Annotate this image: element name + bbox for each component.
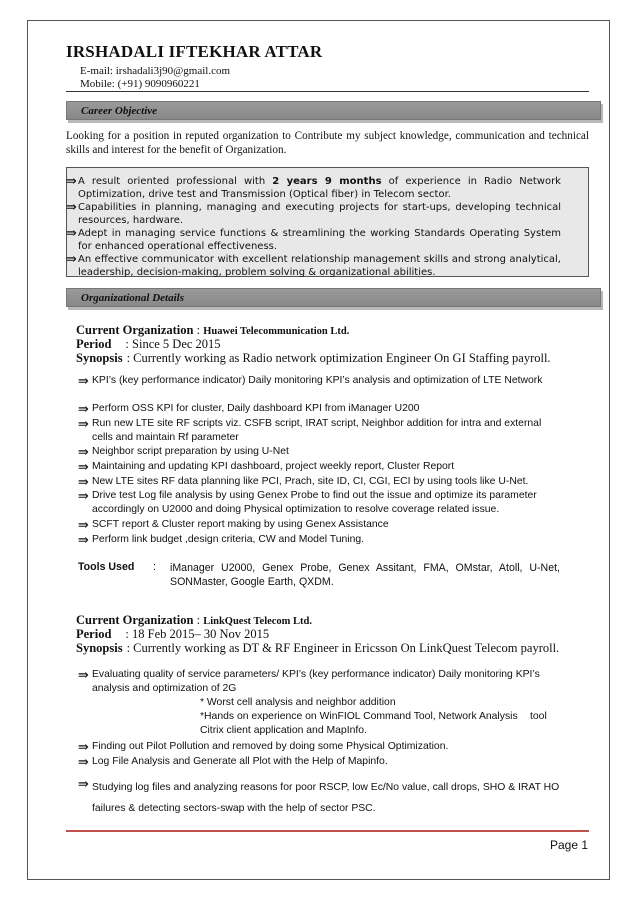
job2-bullet-4: Studying log files and analyzing reasons for poor RSCP, low Ec/No value, call drops, SHO & IRAT HO failures & detecting sectors-swap with the help of sector PSC. xyxy=(92,782,560,814)
job2-bullet-3: Log File Analysis and Generate all Plot with the Help of Mapinfo. xyxy=(92,756,388,767)
job1-synopsis: Synopsis : Currently working as Radio network optimization Engineer On GI Staffing payroll. xyxy=(76,351,551,365)
candidate-name: IRSHADALI IFTEKHAR ATTAR xyxy=(66,42,323,61)
job2-sub-3: Citrix client application and MapInfo. xyxy=(200,725,367,736)
job1-bullet-4: Neighbor script preparation by using U-Net xyxy=(92,446,289,457)
section-title: Organizational Details xyxy=(81,292,184,304)
job1-bullet-7: Drive test Log file analysis by using Genex Probe to find out the issue and optimize its parameter accordingly on U2000 and doing Physical optimization to resolve coverage related issue. xyxy=(92,490,537,515)
section-title: Career Objective xyxy=(81,105,158,117)
footer-rule xyxy=(66,830,589,832)
job1-organization: Current Organization : Huawei Telecommunication Ltd. xyxy=(76,323,350,337)
header-rule xyxy=(66,91,589,92)
highlight-3: Adept in managing service functions & streamlining the working Standards Operating System for enhanced operational effectiveness. xyxy=(78,228,561,252)
arrow-icon: ⇛ xyxy=(78,755,89,770)
highlight-1: A result oriented professional with 2 years 9 months of experience in Radio Network Optimization, drive test and Transmission (Optical fiber) in Telecom sector. xyxy=(78,176,561,200)
tools-separator: : xyxy=(153,561,156,573)
job1-bullet-2: Perform OSS KPI for cluster, Daily dashboard KPI from iManager U200 xyxy=(92,403,420,414)
job2-bullet-2: Finding out Pilot Pollution and removed by doing some Physical Optimization. xyxy=(92,741,449,752)
tools-label: Tools Used xyxy=(78,561,135,573)
job2-sub-2: *Hands on experience on WinFIOL Command Tool, Network Analysis xyxy=(200,711,518,722)
career-objective-band xyxy=(66,101,601,120)
arrow-icon: ⇛ xyxy=(66,252,77,267)
job1-bullet-8: SCFT report & Cluster report making by using Genex Assistance xyxy=(92,519,389,530)
highlight-2: Capabilities in planning, managing and executing projects for start-ups, developing technical resources, hardware. xyxy=(78,202,561,226)
arrow-icon: ⇛ xyxy=(66,174,77,189)
email: E-mail: irshadali3j90@gmail.com xyxy=(80,65,231,77)
arrow-icon: ⇛ xyxy=(78,668,89,683)
arrow-icon: ⇛ xyxy=(78,489,89,504)
highlight-4: An effective communicator with excellent relationship management skills and strong analytical, leadership, decision-making, problem solving & organizational abilities. xyxy=(78,254,561,278)
arrow-icon: ⇛ xyxy=(78,460,89,475)
arrow-icon: ⇛ xyxy=(78,417,89,432)
arrow-icon: ⇛ xyxy=(78,518,89,533)
page-number: Page 1 xyxy=(550,838,589,852)
arrow-icon: ⇛ xyxy=(78,740,89,755)
arrow-icon: ⇛ xyxy=(66,200,77,215)
job2-period: Period : 18 Feb 2015– 30 Nov 2015 xyxy=(76,627,270,641)
job2-organization: Current Organization : LinkQuest Telecom Ltd. xyxy=(76,613,313,627)
job2-synopsis: Synopsis : Currently working as DT & RF Engineer in Ericsson On LinkQuest Telecom payroll. xyxy=(76,641,560,655)
arrow-icon: ⇛ xyxy=(78,445,89,460)
mobile: Mobile: (+91) 9090960221 xyxy=(80,78,200,90)
job1-period: Period : Since 5 Dec 2015 xyxy=(76,337,221,351)
arrow-icon: ⇛ xyxy=(78,533,89,548)
arrow-icon: ⇛ xyxy=(78,475,89,490)
job1-bullet-1: KPI’s (key performance indicator) Daily monitoring KPI’s analysis and optimization of LTE Network xyxy=(92,375,543,386)
job1-bullet-3: Run new LTE site RF scripts viz. CSFB script, IRAT script, Neighbor addition for intra and external cells and maintain Rf parameter xyxy=(92,418,542,443)
job2-sub-1: * Worst cell analysis and neighbor addition xyxy=(200,697,396,708)
job2-sub-2-tool: tool xyxy=(530,711,547,722)
arrow-icon: ⇛ xyxy=(66,226,77,241)
job1-bullet-6: New LTE sites RF data planning like PCI, Prach, site ID, CI, CGI, ECI by using tools like U-Net. xyxy=(92,476,529,487)
job1-bullet-5: Maintaining and updating KPI dashboard, project weekly report, Cluster Report xyxy=(92,461,455,472)
organizational-details-band xyxy=(66,288,601,307)
arrow-icon: ⇛ xyxy=(78,777,89,792)
arrow-icon: ⇛ xyxy=(78,402,89,417)
arrow-icon: ⇛ xyxy=(78,374,89,389)
objective-text: Looking for a position in reputed organization to Contribute my subject knowledge, communication and technical skills and interest for the benefit of Organization. xyxy=(66,130,589,156)
tools-value: iManager U2000, Genex Probe, Genex Assitant, FMA, OMstar, Atoll, U-Net, SONMaster, Google Earth, QXDM. xyxy=(170,562,560,588)
job2-bullet-1: Evaluating quality of service parameters/ KPI’s (key performance indicator) Daily monitoring KPI’s analysis and optimization of 2G xyxy=(92,669,540,694)
job1-bullet-9: Perform link budget ,design criteria, CW and Model Tuning. xyxy=(92,534,365,545)
